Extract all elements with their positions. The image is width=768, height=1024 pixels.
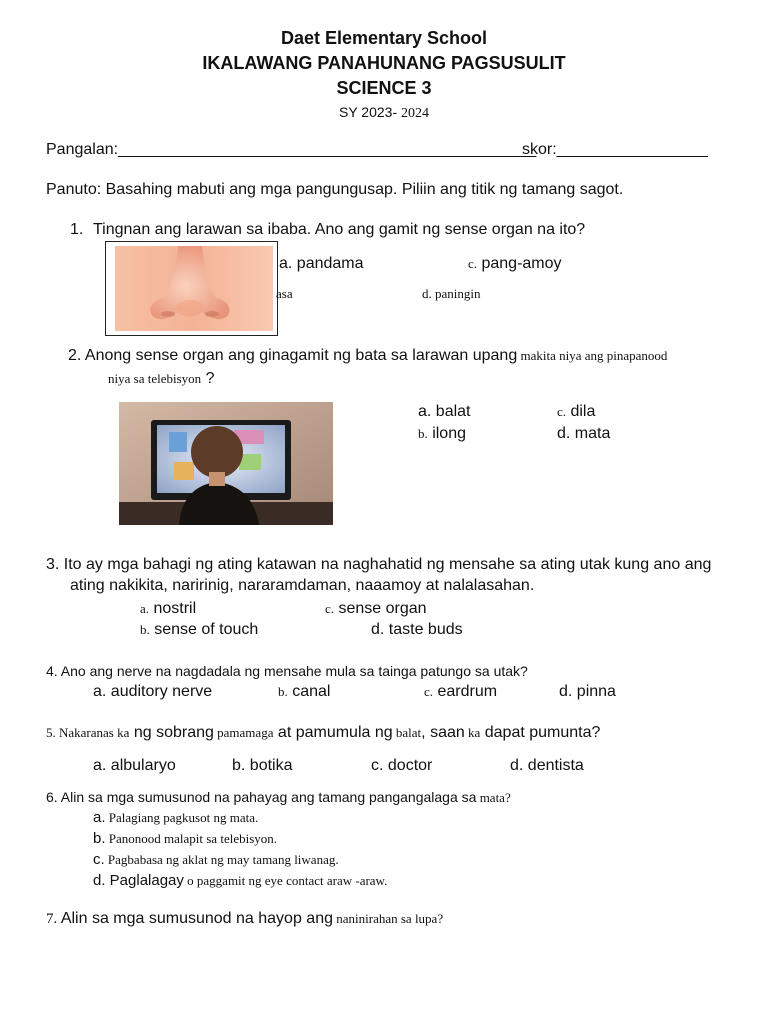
q4-option-c[interactable]	[424, 683, 497, 701]
q2-option-b[interactable]	[418, 425, 466, 443]
q5-option-b[interactable]: b. botika	[232, 757, 293, 774]
q2-option-a[interactable]: a. balat	[418, 403, 471, 420]
q2-text-line1	[68, 347, 667, 365]
q3-option-b-text: sense of touch	[149, 621, 259, 638]
q6-option-b-letter: b.	[93, 830, 106, 847]
q6-option-b[interactable]	[93, 830, 277, 848]
q5-text-part4: at pamumula ng	[273, 724, 393, 741]
q4-option-c-letter: c.	[424, 684, 434, 699]
q5-text-part2: ng sobrang	[129, 724, 214, 741]
q1-option-d[interactable]: d. paningin	[422, 286, 481, 301]
q4-option-a[interactable]: a. auditory nerve	[93, 683, 213, 700]
q4-text: 4. Ano ang nerve na nagdadala ng mensahe mula sa tainga patungo sa utak?	[46, 663, 528, 679]
q4-option-c-text: eardrum	[433, 683, 498, 700]
q5-option-c[interactable]: c. doctor	[371, 757, 433, 774]
child-watching-tv-icon	[119, 402, 333, 525]
school-year-prefix: SY 2023-	[338, 104, 398, 120]
q5-text	[46, 724, 600, 742]
q3-option-c-letter: c.	[325, 601, 335, 616]
q6-option-a-text: Palagiang pagkusot ng mata.	[105, 810, 259, 825]
q6-option-a[interactable]	[93, 809, 258, 827]
name-field[interactable]: Pangalan:_______________________________________________	[46, 141, 537, 158]
school-year	[0, 104, 768, 122]
q5-option-d[interactable]: d. dentista	[510, 757, 584, 774]
q6-option-c[interactable]	[93, 851, 339, 869]
q1-option-b[interactable]: asa	[276, 286, 293, 301]
q6-option-d-letter: d. Paglalagay	[93, 872, 184, 889]
q2-text-c: niya sa telebisyon	[108, 371, 202, 386]
q4-option-b-text: canal	[287, 683, 331, 700]
q3-text-line2: ating nakikita, naririnig, nararamdaman, naaamoy at nalalasahan.	[70, 577, 535, 594]
q6-option-a-letter: a.	[93, 809, 106, 826]
q1-nose-image	[105, 241, 278, 336]
q6-option-b-text: Panonood malapit sa telebisyon.	[105, 831, 278, 846]
q2-option-d[interactable]: d. mata	[557, 425, 611, 442]
q1-option-c-letter: c.	[468, 256, 478, 271]
q7-text-end: naninirahan sa lupa?	[333, 911, 444, 926]
q1-option-c-text: pang-amoy	[477, 255, 562, 272]
q5-text-part6: , saan	[421, 724, 465, 741]
q6-option-c-text: Pagbabasa ng aklat ng may tamang liwanag.	[104, 852, 339, 867]
q2-child-tv-image	[119, 402, 333, 525]
q4-option-b[interactable]	[278, 683, 330, 701]
q6-option-c-letter: c.	[93, 851, 105, 868]
score-field[interactable]: skor:_________________	[522, 141, 708, 158]
q6-text	[46, 789, 511, 807]
q2-text-b: makita niya ang pinapanood	[517, 348, 668, 363]
exam-title: IKALAWANG PANAHUNANG PAGSUSULIT	[202, 53, 566, 73]
q1-text: Tingnan ang larawan sa ibaba. Ano ang gamit ng sense organ na ito?	[93, 221, 586, 238]
q2-option-b-letter: b.	[418, 426, 428, 441]
q7-text-main: Alin sa mga sumusunod na hayop ang	[57, 910, 333, 927]
subject-title: SCIENCE 3	[336, 78, 432, 98]
q7-text	[46, 910, 443, 928]
school-year-suffix: 2024	[401, 106, 429, 121]
q6-text-main: 6. Alin sa mga sumusunod na pahayag ang tamang pangangalaga sa	[46, 789, 477, 805]
q2-option-c-text: dila	[566, 403, 596, 420]
q2-text-a: Anong sense organ ang ginagamit ng bata sa larawan upang	[84, 347, 518, 364]
q5-text-part3: pamamaga	[213, 725, 274, 740]
q4-option-b-letter: b.	[278, 684, 288, 699]
q3-option-a[interactable]	[140, 600, 196, 618]
q2-option-c[interactable]	[557, 403, 595, 421]
q2-text-line2	[108, 370, 215, 388]
q5-text-part8: dapat pumunta?	[480, 724, 601, 741]
q1-option-a[interactable]: a. pandama	[279, 255, 364, 272]
q2-option-c-letter: c.	[557, 404, 567, 419]
q3-option-c-text: sense organ	[334, 600, 427, 617]
q3-option-b-letter: b.	[140, 622, 150, 637]
q5-option-a[interactable]: a. albularyo	[93, 757, 176, 774]
q2-number: 2.	[68, 347, 82, 364]
q3-option-c[interactable]	[325, 600, 427, 618]
instructions: Panuto: Basahing mabuti ang mga pangungusap. Piliin ang titik ng tamang sagot.	[46, 181, 624, 198]
school-name: Daet Elementary School	[280, 28, 488, 48]
q2-option-b-text: ilong	[427, 425, 466, 442]
q3-option-a-text: nostril	[149, 600, 197, 617]
q6-text-end: mata?	[476, 790, 511, 805]
nose-icon	[106, 242, 277, 335]
q4-option-d[interactable]: d. pinna	[559, 683, 616, 700]
q5-text-part1: 5. Nakaranas ka	[46, 725, 130, 740]
q2-text-d: ?	[201, 370, 215, 387]
q6-option-d-text: o paggamit ng eye contact araw -araw.	[183, 873, 388, 888]
q5-text-part5: balat	[392, 725, 422, 740]
q1-number: 1.	[70, 221, 84, 238]
q5-text-part7: ka	[464, 725, 481, 740]
q3-option-a-letter: a.	[140, 601, 150, 616]
q3-option-b[interactable]	[140, 621, 258, 639]
q3-text-line1: 3. Ito ay mga bahagi ng ating katawan na naghahatid ng mensahe sa ating utak kung ano ang	[46, 556, 712, 573]
q6-option-d[interactable]	[93, 872, 387, 890]
q1-option-c[interactable]	[468, 255, 562, 273]
q3-option-d[interactable]: d. taste buds	[371, 621, 463, 638]
q7-number: 7.	[46, 911, 58, 927]
